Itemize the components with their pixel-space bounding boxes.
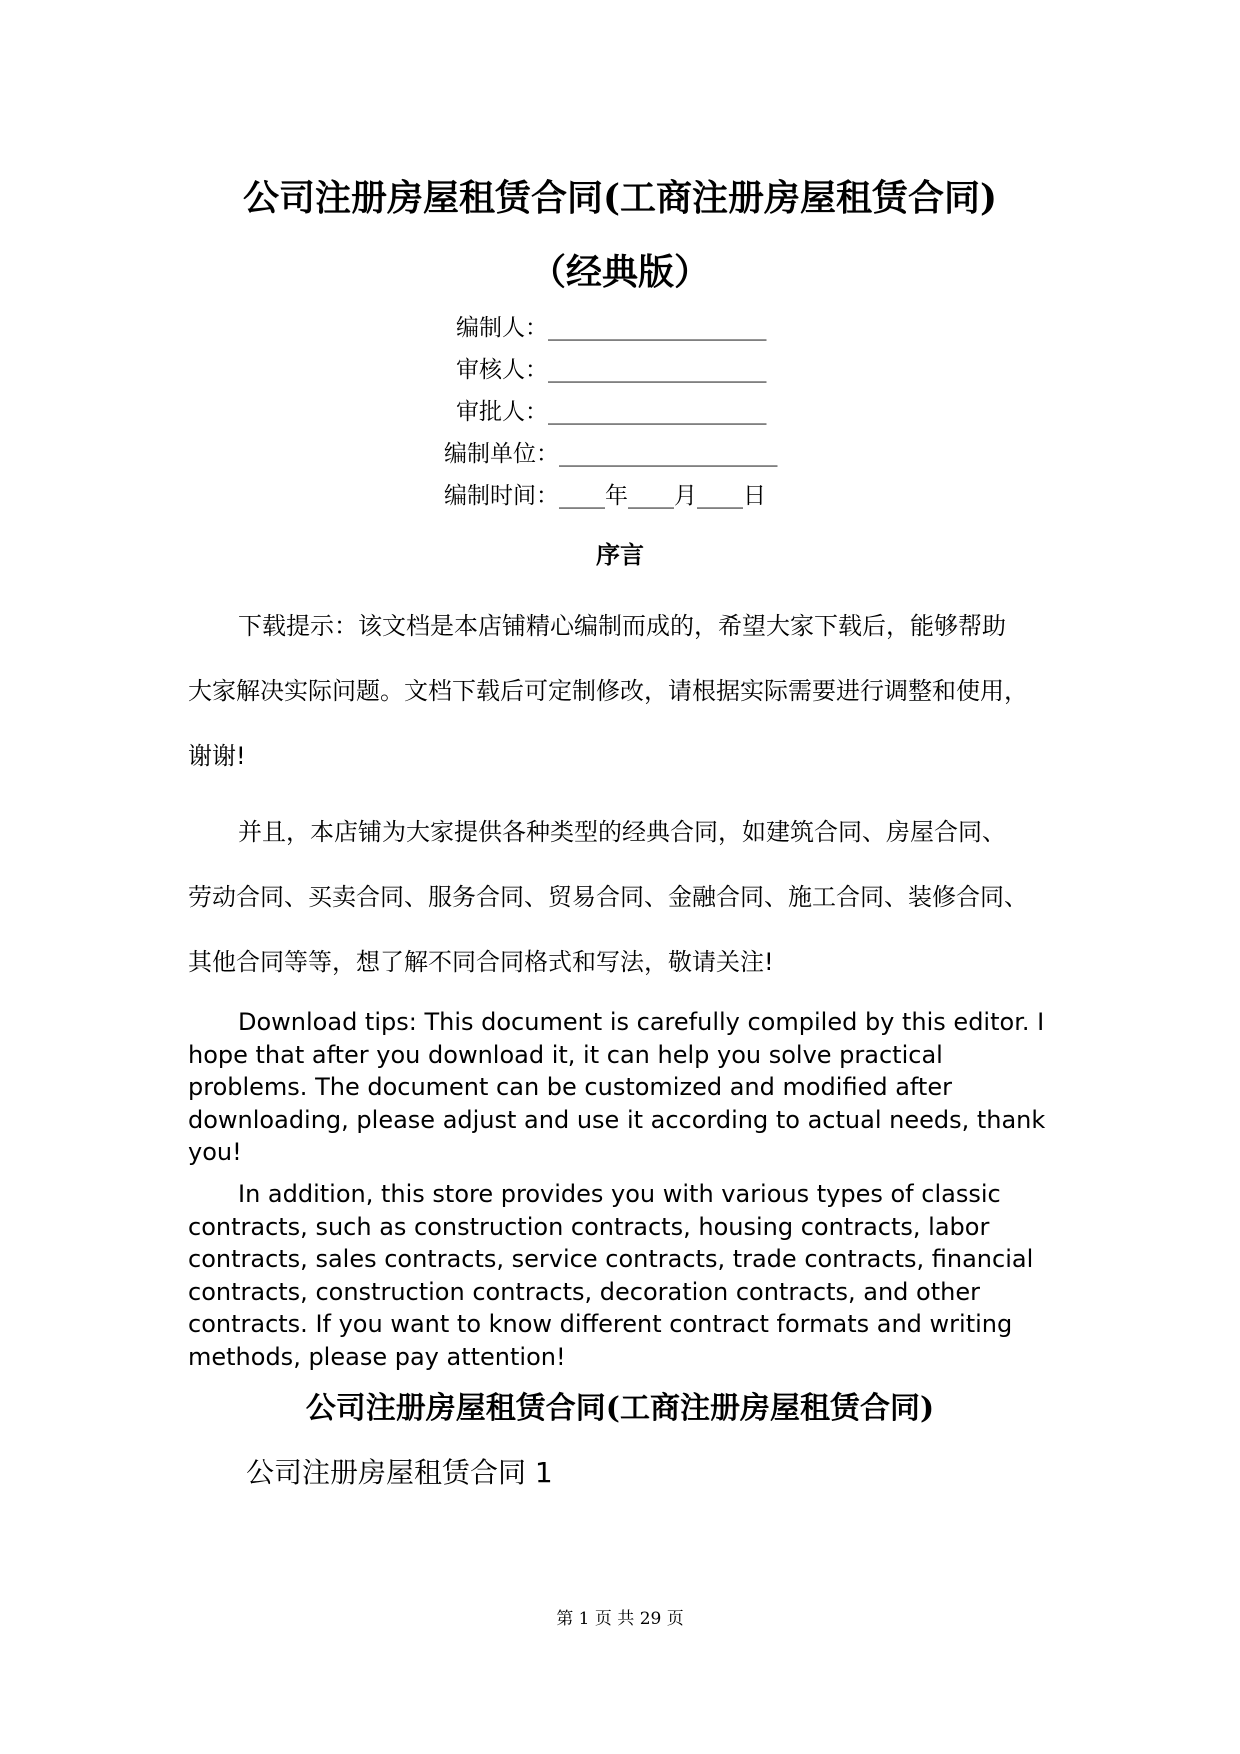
preface-cn-line: 下载提示：该文档是本店铺精心编制而成的，希望大家下载后，能够帮助 — [238, 612, 1006, 640]
contract-title: 公司注册房屋租赁合同(工商注册房屋租赁合同) — [305, 1391, 935, 1426]
meta-unit: 编制单位：___________________ — [444, 441, 778, 467]
preface-cn-line: 谢谢! — [188, 742, 246, 770]
meta-editor: 编制人：___________________ — [456, 315, 767, 341]
document-title: 公司注册房屋租赁合同(工商注册房屋租赁合同) — [242, 177, 998, 219]
preface-en-paragraph: Download tips: This document is carefully compiled by this editor. I hope that after you download it, it can help you solve practical problems. The document can be customized and modified after downloading, please adjust and use it according to actual needs, thank you! — [188, 1008, 1046, 1167]
document-title-edition: （经典版） — [529, 251, 710, 293]
page-footer: 第 1 页 共 29 页 — [556, 1609, 684, 1629]
preface-cn-line: 并且，本店铺为大家提供各种类型的经典合同，如建筑合同、房屋合同、 — [238, 818, 1006, 846]
preface-cn-line: 劳动合同、买卖合同、服务合同、贸易合同、金融合同、施工合同、装修合同、 — [188, 883, 1028, 911]
meta-date: 编制时间：____年____月____日 — [444, 483, 766, 509]
preface-heading: 序言 — [596, 541, 644, 569]
contract-subtitle: 公司注册房屋租赁合同 1 — [246, 1456, 553, 1489]
preface-en-paragraph: In addition, this store provides you with various types of classic contracts, such as construction contracts, housing contracts, labor contracts, sales contracts, service contracts, trade contracts, financial contracts, construction contracts, decoration contracts, and other contracts. If you want to know different contract formats and writing methods, please pay attention! — [188, 1180, 1034, 1371]
preface-cn-line: 其他合同等等，想了解不同合同格式和写法，敬请关注! — [188, 948, 774, 976]
meta-approver: 审批人：___________________ — [456, 399, 767, 425]
meta-reviewer: 审核人：___________________ — [456, 357, 767, 383]
preface-cn-line: 大家解决实际问题。文档下载后可定制修改，请根据实际需要进行调整和使用， — [188, 677, 1028, 705]
